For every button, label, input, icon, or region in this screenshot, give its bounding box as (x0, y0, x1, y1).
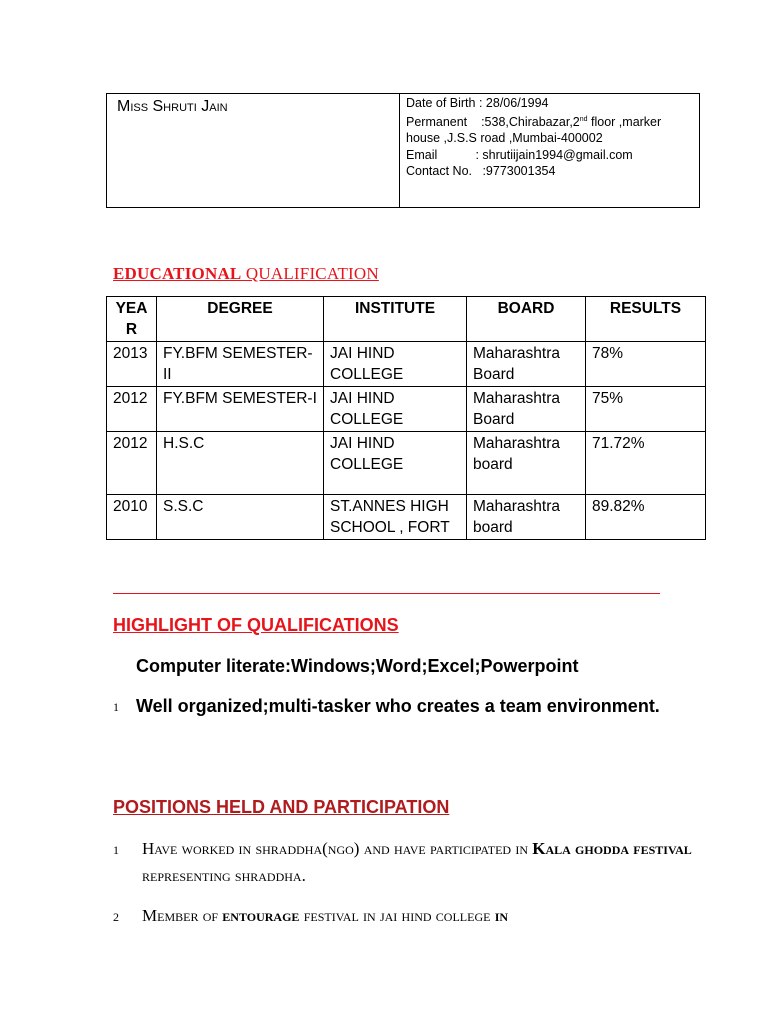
contact-details (400, 94, 699, 207)
col-institute-header: INSTITUTE (324, 297, 467, 342)
position-item (142, 902, 702, 929)
year-cell: 2013 (107, 342, 157, 387)
table-row (107, 432, 706, 495)
institute-cell: JAI HIND COLLEGE (324, 432, 467, 495)
permanent-label: Permanent (406, 114, 468, 129)
result-cell: 89.82% (586, 495, 706, 540)
permanent-value: :538,Chirabazar,2 (481, 114, 580, 129)
position-item (142, 835, 702, 889)
email-label: Email (406, 147, 438, 162)
position-text-mid: festival in jai hind college (299, 906, 495, 925)
personal-info-box (106, 93, 700, 208)
email-row (406, 147, 693, 164)
col-year-label: YEA R (115, 300, 148, 338)
degree-cell: FY.BFM SEMESTER-I (157, 387, 324, 432)
permanent-row (406, 112, 693, 131)
degree-cell: FY.BFM SEMESTER-II (157, 342, 324, 387)
year-cell: 2012 (107, 387, 157, 432)
dob-row (406, 95, 693, 112)
highlights-title-rest: OF QUALIFICATIONS (212, 615, 399, 635)
institute-cell: ST.ANNES HIGH SCHOOL , FORT (324, 495, 467, 540)
name-cell (107, 94, 400, 207)
table-row (107, 495, 706, 540)
dob-value: 28/06/1994 (485, 96, 549, 110)
table-header-row (107, 297, 706, 342)
col-board-header: BOARD (467, 297, 586, 342)
education-title-rest: QUALIFICATION (241, 264, 379, 283)
highlights-title (113, 615, 399, 636)
position-text-end: in (494, 906, 509, 925)
positions-title: POSITIONS HELD AND PARTICIPATION (113, 797, 450, 817)
position-text: Have worked in shraddha(ngo) and have participated in (142, 839, 533, 858)
institute-cell: JAI HIND COLLEGE (324, 342, 467, 387)
bullet-number: 1 (113, 843, 119, 857)
position-event: entourage (222, 906, 300, 925)
contact-label: Contact No. (406, 164, 473, 179)
education-title (113, 264, 379, 284)
education-title-bold: EDUCATIONAL (113, 264, 242, 283)
board-cell: Maharashtra Board (467, 387, 586, 432)
position-event: Kala ghodda festival (532, 839, 692, 858)
institute-cell: JAI HIND COLLEGE (324, 387, 467, 432)
table-row (107, 342, 706, 387)
col-results-header: RESULTS (586, 297, 706, 342)
highlight-item: Computer literate:Windows;Word;Excel;Powerpoint (136, 656, 579, 676)
table-row (107, 387, 706, 432)
degree-cell: H.S.C (157, 432, 324, 495)
result-cell: 78% (586, 342, 706, 387)
email-value: : shrutiijain1994@gmail.com (475, 147, 633, 162)
contact-row (406, 163, 693, 180)
board-cell: Maharashtra board (467, 432, 586, 495)
permanent-value-cont: floor ,marker (587, 114, 662, 129)
year-cell: 2012 (107, 432, 157, 495)
bullet-number: 2 (113, 910, 119, 924)
dob-label: Date of Birth : (406, 96, 483, 110)
bullet-number: 1 (113, 700, 119, 714)
candidate-name: Miss Shruti Jain (117, 98, 228, 115)
result-cell: 71.72% (586, 432, 706, 495)
position-text-end: representing shraddha. (142, 866, 306, 885)
col-year-header (107, 297, 157, 342)
contact-value: :9773001354 (482, 164, 556, 179)
board-cell: Maharashtra board (467, 495, 586, 540)
board-cell: Maharashtra Board (467, 342, 586, 387)
col-degree-header: DEGREE (157, 297, 324, 342)
highlights-title-prefix: HIGHLIGHT (113, 615, 212, 635)
floor-suffix: nd (579, 115, 588, 123)
address-line-2: house ,J.S.S road ,Mumbai-400002 (406, 131, 603, 146)
section-divider (113, 593, 660, 594)
position-text: Member of (142, 906, 223, 925)
degree-cell: S.S.C (157, 495, 324, 540)
highlight-item: Well organized;multi-tasker who creates a team environment. (136, 696, 660, 716)
education-table (106, 296, 706, 540)
year-cell: 2010 (107, 495, 157, 540)
result-cell: 75% (586, 387, 706, 432)
